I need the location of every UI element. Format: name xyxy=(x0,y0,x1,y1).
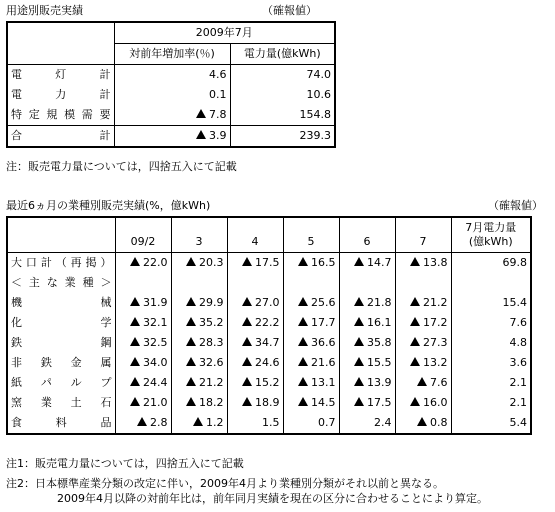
value: 154.8 xyxy=(299,108,331,121)
value: 36.6 xyxy=(311,336,336,349)
value: 27.0 xyxy=(255,296,280,309)
value: 16.0 xyxy=(423,396,448,409)
value: 15.5 xyxy=(367,356,392,369)
decrease-triangle-icon xyxy=(410,257,420,266)
value: 27.3 xyxy=(423,336,448,349)
value: 22.2 xyxy=(255,316,280,329)
value: 34.7 xyxy=(255,336,280,349)
value: 18.9 xyxy=(255,396,280,409)
row-label: 紙 パ ル プ xyxy=(11,376,112,389)
decrease-triangle-icon xyxy=(186,317,196,326)
value: 35.2 xyxy=(199,316,224,329)
table-row xyxy=(7,253,531,274)
decrease-triangle-icon xyxy=(242,297,252,306)
table-row xyxy=(7,353,531,373)
decrease-triangle-icon xyxy=(354,397,364,406)
decrease-triangle-icon xyxy=(298,257,308,266)
decrease-triangle-icon xyxy=(298,397,308,406)
decrease-triangle-icon xyxy=(242,397,252,406)
decrease-triangle-icon xyxy=(242,257,252,266)
month-header: 09/2 xyxy=(115,217,171,253)
value: 14.7 xyxy=(367,256,392,269)
kwh-header xyxy=(451,217,531,253)
table-row xyxy=(7,105,335,126)
decrease-triangle-icon xyxy=(298,337,308,346)
decrease-triangle-icon xyxy=(130,257,140,266)
row-label: 特 定 規 模 需 要 xyxy=(11,108,111,121)
value: 18.2 xyxy=(199,396,224,409)
value: 31.9 xyxy=(143,296,168,309)
section1-title: 用途別販売実績 xyxy=(6,4,83,17)
table-row xyxy=(7,313,531,333)
row-label: 機 械 xyxy=(11,296,112,309)
decrease-triangle-icon xyxy=(410,397,420,406)
value: 25.6 xyxy=(311,296,336,309)
row-label: ＜ 主 な 業 種 ＞ xyxy=(11,276,112,289)
month-header: 7 xyxy=(395,217,451,253)
decrease-triangle-icon xyxy=(410,317,420,326)
decrease-triangle-icon xyxy=(186,357,196,366)
row-label: 大 口 計 （ 再 掲 ） xyxy=(11,256,112,269)
value: 13.8 xyxy=(423,256,448,269)
decrease-triangle-icon xyxy=(130,297,140,306)
value: 24.6 xyxy=(255,356,280,369)
decrease-triangle-icon xyxy=(354,377,364,386)
row-label: 電 力 計 xyxy=(11,88,111,101)
value: 13.9 xyxy=(367,376,392,389)
value: 7.8 xyxy=(209,108,227,121)
month-header: 3 xyxy=(171,217,227,253)
decrease-triangle-icon xyxy=(298,297,308,306)
value: 17.2 xyxy=(423,316,448,329)
decrease-triangle-icon xyxy=(410,357,420,366)
value: 21.2 xyxy=(423,296,448,309)
table-row xyxy=(7,65,335,86)
value: 35.8 xyxy=(367,336,392,349)
decrease-triangle-icon xyxy=(186,257,196,266)
table-row xyxy=(7,293,531,313)
value: 15.4 xyxy=(502,296,527,309)
section2-status: （確報値） xyxy=(488,199,543,212)
decrease-triangle-icon xyxy=(130,397,140,406)
decrease-triangle-icon xyxy=(410,337,420,346)
decrease-triangle-icon xyxy=(354,357,364,366)
table-row xyxy=(7,85,335,105)
value: 13.1 xyxy=(311,376,336,389)
value: 7.6 xyxy=(430,376,448,389)
value: 34.0 xyxy=(143,356,168,369)
value: 21.6 xyxy=(311,356,336,369)
value: 16.1 xyxy=(367,316,392,329)
decrease-triangle-icon xyxy=(130,317,140,326)
decrease-triangle-icon xyxy=(298,357,308,366)
section2-note1: 注1：販売電力量については，四捨五入にて記載 xyxy=(6,457,244,470)
decrease-triangle-icon xyxy=(354,317,364,326)
value: 24.4 xyxy=(143,376,168,389)
section1-status: （確報値） xyxy=(262,4,317,17)
value: 32.6 xyxy=(199,356,224,369)
value: 14.5 xyxy=(311,396,336,409)
value: 28.3 xyxy=(199,336,224,349)
month-header: 5 xyxy=(283,217,339,253)
table-row xyxy=(7,126,335,148)
decrease-triangle-icon xyxy=(242,377,252,386)
value: 2.1 xyxy=(509,396,527,409)
value: 2.4 xyxy=(374,416,392,429)
value: 17.5 xyxy=(255,256,280,269)
col-kwh-header: 電力量(億kWh) xyxy=(230,44,335,65)
row-label: 食 料 品 xyxy=(11,416,112,429)
row-label: 合 計 xyxy=(11,129,111,142)
section2-note2-line2: 2009年4月以降の対前年比は，前年同月実績を現在の区分に合わせることにより算定。 xyxy=(57,492,488,505)
kwh-header-line2: (億kWh) xyxy=(468,235,513,248)
decrease-triangle-icon xyxy=(130,337,140,346)
value: 22.0 xyxy=(143,256,168,269)
decrease-triangle-icon xyxy=(186,297,196,306)
table-row xyxy=(7,273,531,293)
row-label: 窯 業 土 石 xyxy=(11,396,112,409)
value: 239.3 xyxy=(299,129,331,142)
decrease-triangle-icon xyxy=(186,377,196,386)
period-header: 2009年7月 xyxy=(114,22,335,44)
decrease-triangle-icon xyxy=(130,377,140,386)
value: 69.8 xyxy=(502,256,527,269)
value: 1.5 xyxy=(262,416,280,429)
value: 21.8 xyxy=(367,296,392,309)
value: 3.6 xyxy=(509,356,527,369)
value: 4.8 xyxy=(509,336,527,349)
kwh-header-line1: 7月電力量 xyxy=(465,221,517,234)
value: 0.8 xyxy=(430,416,448,429)
decrease-triangle-icon xyxy=(242,317,252,326)
decrease-triangle-icon xyxy=(354,297,364,306)
decrease-triangle-icon xyxy=(137,417,147,426)
decrease-triangle-icon xyxy=(186,397,196,406)
decrease-triangle-icon xyxy=(196,109,206,118)
decrease-triangle-icon xyxy=(196,130,206,139)
decrease-triangle-icon xyxy=(298,317,308,326)
month-header: 6 xyxy=(339,217,395,253)
row-label: 電 灯 計 xyxy=(11,68,111,81)
value: 17.7 xyxy=(311,316,336,329)
value: 16.5 xyxy=(311,256,336,269)
decrease-triangle-icon xyxy=(130,357,140,366)
table-row xyxy=(7,413,531,434)
value: 10.6 xyxy=(306,88,331,101)
row-label: 鉄 鋼 xyxy=(11,336,112,349)
value: 1.2 xyxy=(206,416,224,429)
value: 4.6 xyxy=(209,68,227,81)
section1-note: 注：販売電力量については，四捨五入にて記載 xyxy=(6,160,237,173)
section2-title: 最近6ヵ月の業種別販売実績(%，億kWh) xyxy=(6,199,211,212)
month-header: 4 xyxy=(227,217,283,253)
value: 15.2 xyxy=(255,376,280,389)
value: 74.0 xyxy=(306,68,331,81)
row-label: 非 鉄 金 属 xyxy=(11,356,112,369)
value: 0.7 xyxy=(318,416,336,429)
value: 17.5 xyxy=(367,396,392,409)
decrease-triangle-icon xyxy=(242,357,252,366)
decrease-triangle-icon xyxy=(186,337,196,346)
industry-sales-table xyxy=(6,216,532,435)
value: 3.9 xyxy=(209,129,227,142)
usage-sales-table xyxy=(6,21,336,148)
value: 7.6 xyxy=(509,316,527,329)
col-yoy-header: 対前年増加率(％) xyxy=(114,44,230,65)
value: 21.0 xyxy=(143,396,168,409)
decrease-triangle-icon xyxy=(417,377,427,386)
value: 21.2 xyxy=(199,376,224,389)
value: 5.4 xyxy=(509,416,527,429)
table-row xyxy=(7,373,531,393)
row-label: 化 学 xyxy=(11,316,112,329)
value: 13.2 xyxy=(423,356,448,369)
decrease-triangle-icon xyxy=(417,417,427,426)
value: 32.1 xyxy=(143,316,168,329)
decrease-triangle-icon xyxy=(298,377,308,386)
decrease-triangle-icon xyxy=(242,337,252,346)
decrease-triangle-icon xyxy=(193,417,203,426)
value: 20.3 xyxy=(199,256,224,269)
decrease-triangle-icon xyxy=(354,337,364,346)
table-row xyxy=(7,393,531,413)
value: 32.5 xyxy=(143,336,168,349)
table-row xyxy=(7,333,531,353)
decrease-triangle-icon xyxy=(354,257,364,266)
value: 0.1 xyxy=(209,88,227,101)
value: 2.1 xyxy=(509,376,527,389)
value: 29.9 xyxy=(199,296,224,309)
value: 2.8 xyxy=(150,416,168,429)
section2-note2-line1: 注2：日本標準産業分類の改定に伴い，2009年4月より業種別分類がそれ以前と異なる。 xyxy=(6,477,444,490)
decrease-triangle-icon xyxy=(410,297,420,306)
